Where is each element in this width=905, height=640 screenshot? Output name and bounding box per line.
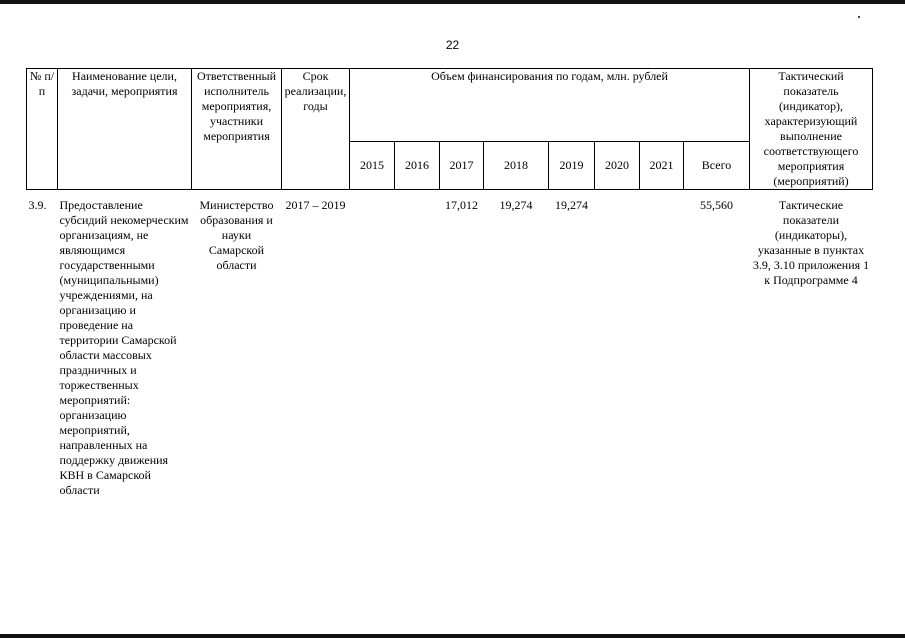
header-year-2019: 2019 <box>549 141 595 189</box>
header-total: Всего <box>684 141 750 189</box>
row-indicator: Тактические показатели (индикаторы), указанные в пунктах 3.9, 3.10 приложения 1 к Подпрограмме 4 <box>752 198 870 287</box>
header-responsible: Ответственный исполнитель мероприятия, участники мероприятия <box>192 69 282 190</box>
header-term: Срок реализации, годы <box>282 69 350 190</box>
scan-bottom-border <box>0 634 905 638</box>
header-name: Наименование цели, задачи, мероприятия <box>58 69 192 190</box>
header-year-2020: 2020 <box>595 141 640 189</box>
row-term: 2017 – 2019 <box>285 198 346 212</box>
header-row <box>27 69 873 142</box>
scan-top-border <box>0 0 905 4</box>
row-value-2019: 19,274 <box>555 198 588 212</box>
header-year-2018: 2018 <box>484 141 549 189</box>
scan-speck <box>858 16 860 18</box>
header-year-2016: 2016 <box>395 141 440 189</box>
header-year-2017: 2017 <box>440 141 484 189</box>
header-num: № п/п <box>27 69 58 190</box>
row-num: 3.9. <box>28 198 47 212</box>
row-value-total: 55,560 <box>700 198 733 212</box>
row-value-2020 <box>595 190 640 499</box>
funding-table <box>26 68 873 498</box>
row-name: Предоставление субсидий некомерческим организациям, не являющимся государственными (муниципальными) учреждениями, на организацию и проведение на территории Самарской области массовых праздничных и торжественных мероприятий: организацию мероприятий, направленных на поддержку движения КВН в Самарской области <box>59 198 189 497</box>
row-responsible: Министерство образования и науки Самарской области <box>199 198 274 272</box>
header-indicator: Тактический показатель (индикатор), характеризующий выполнение соответствующего мероприятия (мероприятий) <box>750 69 873 190</box>
row-value-2016 <box>395 190 440 499</box>
header-year-2015: 2015 <box>350 141 395 189</box>
row-value-2015 <box>350 190 395 499</box>
page-number: 22 <box>445 38 460 52</box>
row-value-2018: 19,274 <box>499 198 533 212</box>
row-value-2021 <box>640 190 684 499</box>
header-funding: Объем финансирования по годам, млн. рублей <box>350 69 750 142</box>
header-year-2021: 2021 <box>640 141 684 189</box>
table-row <box>27 190 873 499</box>
row-value-2017: 17,012 <box>445 198 478 212</box>
